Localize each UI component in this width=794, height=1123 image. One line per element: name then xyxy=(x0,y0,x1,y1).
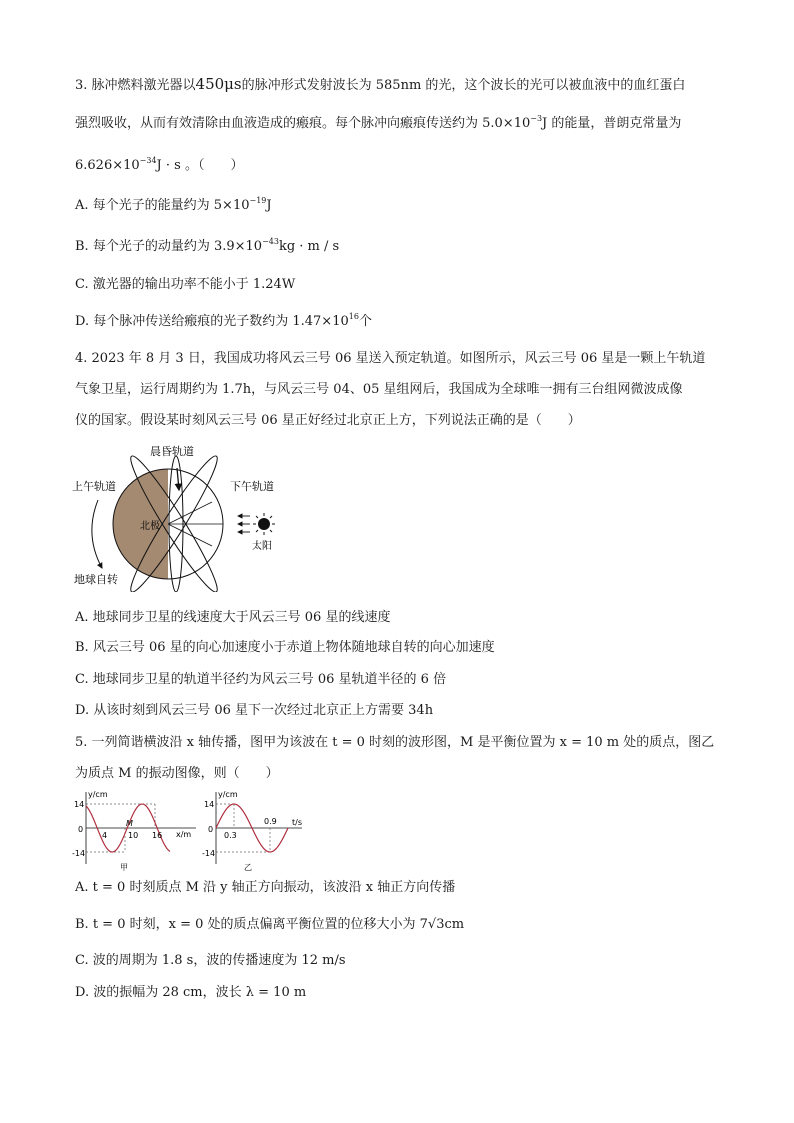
t-tick: 0.3 xyxy=(224,831,237,840)
q5-option-d[interactable]: D. 波的振幅为 28 cm，波长 λ = 10 m xyxy=(75,985,307,1000)
q5-stem-line-2: 为质点 M 的振动图像，则（ ） xyxy=(75,766,279,781)
wave-graph-jia xyxy=(72,788,202,872)
option-text: B. 每个光子的动量约为 3.9×10 xyxy=(75,239,263,254)
sunlight-arrows xyxy=(238,516,250,532)
q4-option-d[interactable]: D. 从该时刻到风云三号 06 星下一次经过北京正上方需要 34h xyxy=(75,703,434,718)
option-text: 个 xyxy=(358,314,372,329)
y-tick: 0 xyxy=(78,825,84,834)
option-text: C. 激光器的输出功率不能小于 1.24W xyxy=(75,277,296,292)
y-tick: 14 xyxy=(74,800,85,809)
option-text: D. 每个脉冲传送给瘢痕的光子数约为 1.47×10 xyxy=(75,314,349,329)
label-north-pole: 北极 xyxy=(140,521,160,532)
q4-stem-line-2: 气象卫星，运行周期约为 1.7h，与风云三号 04、05 星组网后，我国成为全球唯一拥有三台组网微波成像 xyxy=(75,382,683,397)
earth-rotation-arrow xyxy=(92,500,102,568)
q4-option-a[interactable]: A. 地球同步卫星的线速度大于风云三号 06 星的线速度 xyxy=(75,610,391,625)
y-axis-label: y/cm xyxy=(218,790,238,799)
exponent: −3 xyxy=(530,114,543,123)
y-axis-label: y/cm xyxy=(88,790,108,799)
q3-pulse-duration: 450μs xyxy=(195,75,242,93)
x-tick: 10 xyxy=(128,831,139,840)
q5-stem-line-1: 5. 一列简谐横波沿 x 轴传播，图甲为该波在 t = 0 时刻的波形图，M 是平衡位置为 x = 10 m 处的质点，图乙 xyxy=(75,735,715,750)
label-afternoon-orbit: 下午轨道 xyxy=(230,480,274,493)
q4-option-c[interactable]: C. 地球同步卫星的轨道半径约为风云三号 06 星轨道半径的 6 倍 xyxy=(75,672,447,687)
q4-stem-line-3: 仪的国家。假设某时刻风云三号 06 星正好经过北京正上方，下列说法正确的是（ ） xyxy=(75,413,581,428)
q3-stem-line-2 xyxy=(75,114,681,134)
y-tick: 14 xyxy=(204,800,215,809)
q3-text: 6.626×10 xyxy=(75,158,140,173)
label-morning-orbit: 上午轨道 xyxy=(72,480,116,493)
q4-stem-line-1: 4. 2023 年 8 月 3 日，我国成功将风云三号 06 星送入预定轨道。如图所示，风云三号 06 星是一颗上午轨道 xyxy=(75,351,706,366)
y-tick: -14 xyxy=(72,849,86,858)
option-text: kg · m / s xyxy=(278,239,340,254)
q3-option-a[interactable] xyxy=(75,196,272,216)
label-earth-rotation: 地球自转 xyxy=(74,573,118,586)
option-text: cm xyxy=(444,917,465,932)
t-axis-label: t/s xyxy=(292,818,302,827)
q3-text: 强烈吸收，从而有效清除由血液造成的瘢痕。每个脉冲向瘢痕传送约为 5.0×10 xyxy=(75,116,531,131)
option-text: A. 每个光子的能量约为 5×10 xyxy=(75,198,250,213)
q4-option-b[interactable]: B. 风云三号 06 星的向心加速度小于赤道上物体随地球自转的向心加速度 xyxy=(75,640,495,655)
exponent: 16 xyxy=(348,312,359,321)
y-tick: -14 xyxy=(202,849,216,858)
option-text: J xyxy=(266,198,272,213)
q5-option-a[interactable]: A. t = 0 时刻质点 M 沿 y 轴正方向振动，该波沿 x 轴正方向传播 xyxy=(75,880,456,895)
exponent: −43 xyxy=(262,237,279,246)
t-tick: 0.9 xyxy=(264,817,277,826)
q5-option-c[interactable]: C. 波的周期为 1.8 s，波的传播速度为 12 m/s xyxy=(75,953,346,968)
x-tick: 4 xyxy=(102,831,108,840)
q3-option-b[interactable] xyxy=(75,237,339,257)
exponent: −34 xyxy=(139,156,157,165)
sqrt-value: √3 xyxy=(427,917,445,932)
exponent: −19 xyxy=(249,196,267,205)
y-tick: 0 xyxy=(208,825,214,834)
q3-option-c[interactable] xyxy=(75,275,295,295)
q3-text: J · s 。（ ） xyxy=(156,158,244,173)
x-axis-label: x/m xyxy=(176,830,192,839)
satellite-orbit-figure xyxy=(62,440,292,592)
q3-stem-line-1 xyxy=(75,74,685,96)
orbit-direction-arrow xyxy=(177,468,179,490)
q3-text: J 的能量，普朗克常量为 xyxy=(542,116,682,131)
q5-option-b[interactable] xyxy=(75,915,464,935)
point-m-label: M xyxy=(126,819,133,828)
label-dawn-dusk-orbit: 晨昏轨道 xyxy=(150,445,194,458)
option-text: B. t = 0 时刻，x = 0 处的质点偏离平衡位置的位移大小为 7 xyxy=(75,917,428,932)
q3-text: 的脉冲形式发射波长为 585nm 的光，这个波长的光可以被血液中的血红蛋白 xyxy=(241,78,686,93)
vibration-graph-yi xyxy=(198,788,313,872)
x-tick: 16 xyxy=(152,831,163,840)
q3-option-d[interactable] xyxy=(75,312,372,332)
sun-icon xyxy=(253,513,275,535)
q3-text: 3. 脉冲燃料激光器以 xyxy=(75,78,196,93)
q3-stem-line-3 xyxy=(75,156,243,176)
figure-caption: 乙 xyxy=(244,863,252,872)
figure-caption: 甲 xyxy=(120,863,128,872)
label-sun: 太阳 xyxy=(252,541,272,552)
